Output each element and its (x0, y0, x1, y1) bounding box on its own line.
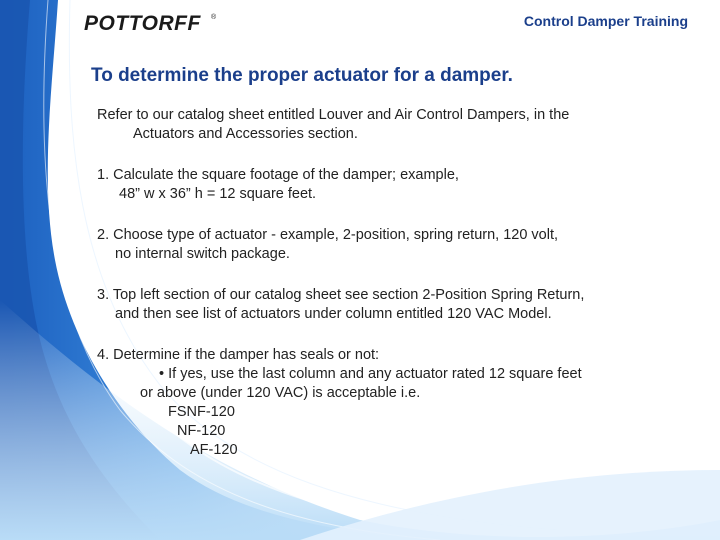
step-3-line-1: 3. Top left section of our catalog sheet see section 2-Position Spring Return, (97, 287, 585, 303)
step-2-line-2: no internal switch package. (115, 246, 290, 262)
intro-line-2: Actuators and Accessories section. (133, 126, 358, 142)
intro-line-1: Refer to our catalog sheet entitled Louver and Air Control Dampers, in the (97, 107, 570, 123)
model-af-120: AF-120 (190, 442, 238, 458)
header-title: Control Damper Training (523, 13, 688, 29)
step-1-line-1: 1. Calculate the square footage of the damper; example, (97, 167, 459, 183)
slide-title: To determine the proper actuator for a damper. (91, 65, 513, 86)
model-nf-120: NF-120 (177, 423, 226, 439)
step-4-bullet-line-1: • If yes, use the last column and any actuator rated 12 square feet (159, 366, 582, 382)
slide-body (97, 106, 697, 460)
step-4-line: 4. Determine if the damper has seals or not: (97, 347, 380, 363)
step-4-bullet-line-2: or above (under 120 VAC) is acceptable i.e. (140, 385, 421, 401)
step-3-line-2: and then see list of actuators under column entitled 120 VAC Model. (115, 306, 552, 322)
step-2-line-1: 2. Choose type of actuator - example, 2-position, spring return, 120 volt, (97, 227, 559, 243)
model-fsnf-120: FSNF-120 (168, 404, 235, 420)
registered-mark: ® (211, 14, 217, 21)
step-1-line-2: 48” w x 36” h = 12 square feet. (119, 186, 317, 202)
pottorff-logo: POTTORFF (84, 12, 201, 35)
